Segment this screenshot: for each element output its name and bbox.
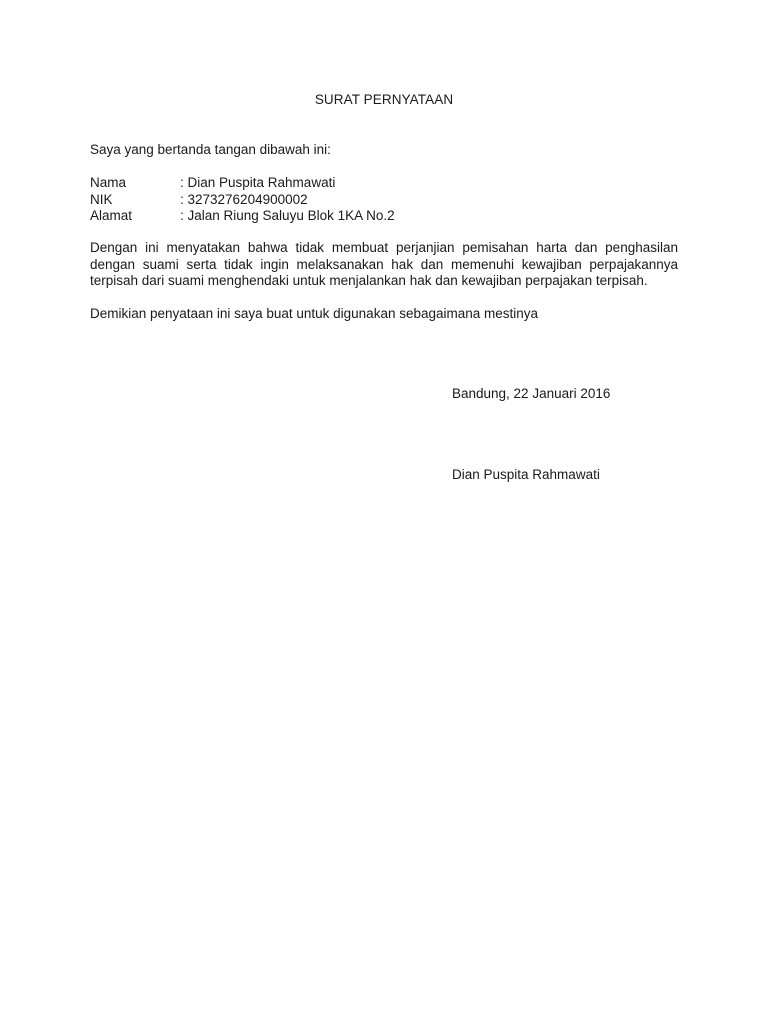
identity-label: NIK [90, 191, 113, 207]
identity-label: Alamat [90, 208, 133, 223]
identity-label: Nama [90, 175, 127, 190]
identity-block [90, 175, 395, 225]
identity-value: : Jalan Riung Saluyu Blok 1KA No.2 [180, 208, 395, 223]
identity-value: : 3273276204900002 [180, 191, 308, 207]
signer-name: Dian Puspita Rahmawati [452, 467, 600, 482]
closing-sentence: Demikian penyataan ini saya buat untuk digunakan sebagaimana mestinya [90, 306, 539, 321]
identity-value: : Dian Puspita Rahmawati [180, 175, 336, 190]
identity-row-name [90, 175, 395, 192]
place-and-date: Bandung, 22 Januari 2016 [452, 386, 611, 401]
identity-row-nik [90, 192, 395, 209]
document-title: SURAT PERNYATAAN [314, 92, 454, 107]
statement-paragraph: Dengan ini menyatakan bahwa tidak membuat perjanjian pemisahan harta dan penghasilan dengan suami serta tidak ingin melaksanakan hak dan memenuhi kewajiban perpajakannya terpisah dari suami menghendaki untuk menjalankan hak dan kewajiban perpajakan terpisah. [90, 240, 678, 288]
identity-row-address [90, 208, 395, 225]
intro-text: Saya yang bertanda tangan dibawah ini: [90, 142, 331, 157]
